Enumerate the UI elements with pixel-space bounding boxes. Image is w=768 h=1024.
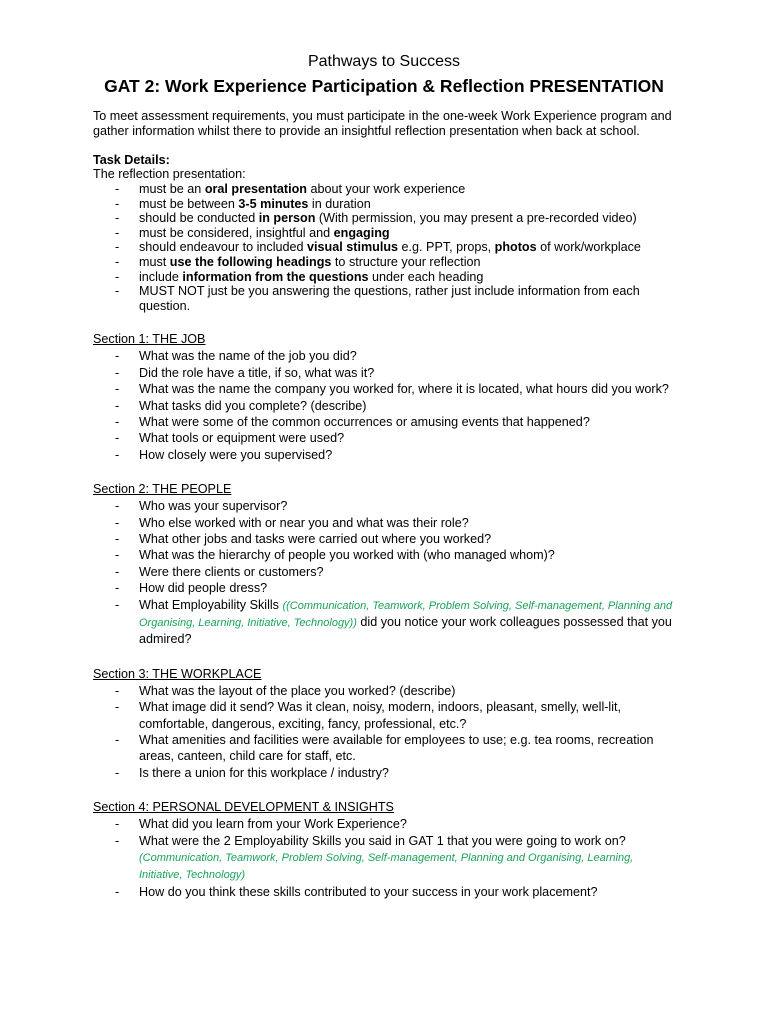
requirement-item <box>93 182 675 197</box>
question-item-skills <box>93 597 675 648</box>
section-2-questions <box>93 498 675 648</box>
req-text: to structure your reflection <box>331 254 481 269</box>
document-body <box>93 109 675 900</box>
requirement-item <box>93 255 675 270</box>
question-item: - Did the role have a title, if so, what was it? <box>93 365 675 381</box>
requirement-item <box>93 211 675 226</box>
requirement-item <box>93 197 675 212</box>
question-item: - How closely were you supervised? <box>93 447 675 463</box>
req-bold: visual stimulus <box>307 240 399 255</box>
req-bold: photos <box>494 240 537 255</box>
question-item: - What was the hierarchy of people you worked with (who managed whom)? <box>93 547 675 563</box>
req-text: must <box>139 254 170 269</box>
section-2-heading: Section 2: THE PEOPLE <box>93 482 232 497</box>
question-item: - What was the name of the job you did? <box>93 348 675 364</box>
intro-paragraph: To meet assessment requirements, you must participate in the one-week Work Experience program and gather information whilst there to provide an insightful reflection presentation when back at school. <box>93 109 672 138</box>
req-text: should endeavour to included <box>139 240 308 255</box>
section-3-heading: Section 3: THE WORKPLACE <box>93 666 262 681</box>
req-text: must be an <box>139 181 205 196</box>
question-item: - Were there clients or customers? <box>93 564 675 580</box>
req-text: in duration <box>308 196 371 211</box>
req-text: (With permission, you may present a pre-recorded video) <box>315 211 637 226</box>
task-details-subheading: The reflection presentation: <box>93 167 246 182</box>
req-text: should be conducted <box>139 211 259 226</box>
requirement-item <box>93 240 675 255</box>
requirement-item <box>93 270 675 285</box>
question-item: - Is there a union for this workplace / industry? <box>93 765 675 781</box>
requirement-item <box>93 284 675 313</box>
question-text: did you notice your work colleagues possessed that you admired? <box>139 615 672 647</box>
section-4-heading: Section 4: PERSONAL DEVELOPMENT & INSIGHTS <box>93 800 394 815</box>
req-bold: in person <box>258 211 316 226</box>
req-bold: information from the questions <box>182 269 369 284</box>
question-item: - What did you learn from your Work Experience? <box>93 816 675 832</box>
employability-skills-list: ((Communication, Teamwork, Problem Solving, Self-management, Planning and Organising, Learning, Initiative, Technology)) <box>139 599 673 629</box>
question-item: - Who was your supervisor? <box>93 498 675 514</box>
section-1-questions <box>93 348 675 463</box>
employability-skills-list: (Communication, Teamwork, Problem Solving, Self-management, Planning and Organising, Learning, Initiative, Technology) <box>139 852 634 882</box>
req-text: of work/workplace <box>536 240 641 255</box>
section-3-questions <box>93 683 675 781</box>
req-bold: use the following headings <box>169 254 332 269</box>
question-item: - What other jobs and tasks were carried out where you worked? <box>93 531 675 547</box>
req-text: about your work experience <box>306 181 466 196</box>
question-item: - What was the layout of the place you worked? (describe) <box>93 683 675 699</box>
question-text: What were the 2 Employability Skills you said in GAT 1 that you were going to work on? <box>139 833 626 848</box>
req-bold: engaging <box>333 225 390 240</box>
question-item-skills <box>93 833 675 884</box>
question-item: - What were some of the common occurrences or amusing events that happened? <box>93 414 675 430</box>
section-4-questions <box>93 816 675 900</box>
question-item: - What was the name the company you worked for, where it is located, what hours did you work? <box>93 381 675 397</box>
question-item: - How do you think these skills contributed to your success in your work placement? <box>93 884 675 900</box>
question-item: - What amenities and facilities were available for employees to use; e.g. tea rooms, recreation areas, canteen, child care for staff, etc. <box>93 732 675 765</box>
req-bold: oral presentation <box>204 181 307 196</box>
req-text: e.g. PPT, props, <box>398 240 495 255</box>
req-bold: 3-5 minutes <box>238 196 309 211</box>
question-item: - Who else worked with or near you and what was their role? <box>93 515 675 531</box>
task-details-heading: Task Details: <box>93 152 170 167</box>
question-item: - What image did it send? Was it clean, noisy, modern, indoors, pleasant, smelly, well-lit, comfortable, dangerous, exciting, fancy, professional, etc.? <box>93 699 675 732</box>
req-text: MUST NOT just be you answering the questions, rather just include information from each question. <box>139 284 640 313</box>
question-item: - What tools or equipment were used? <box>93 430 675 446</box>
requirement-item <box>93 226 675 241</box>
requirements-list <box>93 182 675 313</box>
req-text: must be considered, insightful and <box>139 225 334 240</box>
req-text: include <box>139 269 183 284</box>
req-text: under each heading <box>368 269 484 284</box>
document-title: GAT 2: Work Experience Participation & Reflection PRESENTATION <box>104 76 664 96</box>
req-text: must be between <box>139 196 239 211</box>
question-item: - What tasks did you complete? (describe) <box>93 398 675 414</box>
question-item: - How did people dress? <box>93 580 675 596</box>
section-1-heading: Section 1: THE JOB <box>93 332 206 347</box>
document-subtitle: Pathways to Success <box>307 53 461 70</box>
question-text: What Employability Skills <box>139 597 283 612</box>
